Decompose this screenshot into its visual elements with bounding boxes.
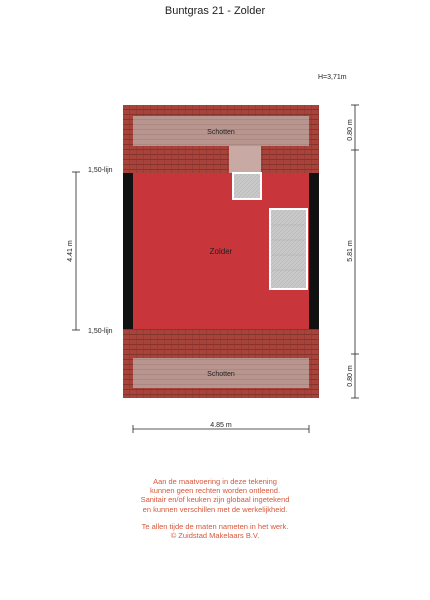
disclaimer-line: Sanitair en/of keuken zijn globaal ingetekend — [140, 495, 290, 505]
right-bottom-label: 0.80 m — [347, 365, 354, 387]
disclaimer-line: Aan de maatvoering in deze tekening — [153, 477, 277, 486]
stair-opening — [270, 209, 307, 289]
width-label: 4.85 m — [210, 422, 232, 429]
disclaimer-line: kunnen geen rechten worden ontleend. — [149, 486, 281, 496]
bottom-eave-label: Schotten — [207, 371, 235, 378]
disclaimer — [0, 477, 430, 540]
disclaimer-gap — [0, 514, 430, 522]
right-top-label: 0.80 m — [347, 119, 354, 141]
top-eave-label: Schotten — [207, 129, 235, 136]
room-label: Zolder — [209, 247, 233, 256]
right-total-label: 5.81 m — [347, 240, 354, 262]
top-line-label: 1,50-lijn — [88, 167, 113, 174]
disclaimer-line: en kunnen verschillen met de werkelijkheid. — [142, 504, 288, 514]
left-wall — [123, 173, 133, 329]
right-wall — [309, 173, 319, 329]
bottom-line-label: 1,50-lijn — [88, 328, 113, 335]
ceiling-height-label: H=3,71m — [318, 74, 347, 81]
vent-patch — [229, 146, 261, 173]
left-height-label: 4.41 m — [67, 240, 74, 262]
drawing-title: Buntgras 21 - Zolder — [164, 5, 266, 17]
copyright-line: © Zuidstad Makelaars B.V. — [170, 531, 260, 541]
disclaimer-line: Te allen tijde de maten nameten in het werk. — [141, 521, 289, 531]
skylight — [233, 173, 261, 199]
